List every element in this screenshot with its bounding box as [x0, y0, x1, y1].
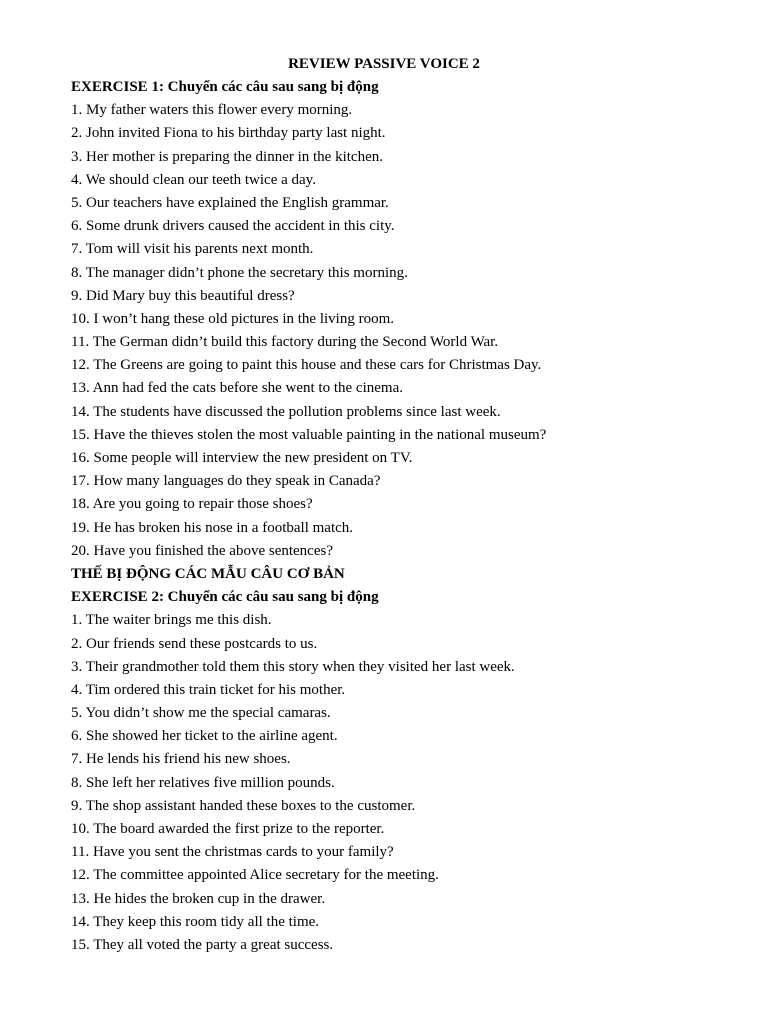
exercise-1-list [71, 99, 711, 563]
exercise-2-item: 15. They all voted the party a great success. [71, 936, 334, 953]
exercise-1-item: 5. Our teachers have explained the English grammar. [71, 194, 389, 211]
exercise-2-item: 2. Our friends send these postcards to us. [71, 635, 318, 652]
exercise-1-item: 8. The manager didn’t phone the secretary this morning. [71, 264, 408, 281]
exercise-1-item: 7. Tom will visit his parents next month. [71, 241, 314, 258]
exercise-1-item: 3. Her mother is preparing the dinner in the kitchen. [71, 148, 383, 165]
exercise-1-item: 4. We should clean our teeth twice a day. [71, 171, 316, 188]
exercise-1-item: 2. John invited Fiona to his birthday party last night. [71, 125, 386, 142]
exercise-1-item: 9. Did Mary buy this beautiful dress? [71, 287, 295, 304]
exercise-1-item: 11. The German didn’t build this factory during the Second World War. [71, 334, 499, 351]
exercise-2-item: 3. Their grandmother told them this story when they visited her last week. [71, 658, 515, 675]
exercise-2-heading: EXERCISE 2: Chuyển các câu sau sang bị động [71, 589, 379, 606]
document-title: REVIEW PASSIVE VOICE 2 [288, 56, 480, 72]
exercise-2-item: 13. He hides the broken cup in the drawer. [71, 890, 326, 907]
exercise-1-item: 16. Some people will interview the new president on TV. [71, 450, 413, 466]
exercise-2-item: 11. Have you sent the christmas cards to your family? [71, 844, 394, 861]
exercise-1-item: 10. I won’t hang these old pictures in the living room. [71, 310, 395, 327]
exercise-1-item: 6. Some drunk drivers caused the accident in this city. [71, 218, 395, 235]
section-heading: THẾ BỊ ĐỘNG CÁC MẪU CÂU CƠ BẢN [71, 565, 345, 582]
exercise-2-list [71, 609, 711, 957]
exercise-2-item: 10. The board awarded the first prize to the reporter. [71, 821, 385, 837]
exercise-1-item: 13. Ann had fed the cats before she went to the cinema. [71, 380, 403, 397]
exercise-2-item: 12. The committee appointed Alice secretary for the meeting. [71, 867, 439, 884]
exercise-2-item: 4. Tim ordered this train ticket for his mother. [71, 681, 346, 698]
exercise-1-item: 15. Have the thieves stolen the most valuable painting in the national museum? [71, 426, 547, 443]
exercise-1-item: 14. The students have discussed the pollution problems since last week. [71, 403, 501, 420]
exercise-2-item: 7. He lends his friend his new shoes. [71, 751, 291, 768]
exercise-2-item: 5. You didn’t show me the special camaras. [71, 705, 331, 722]
exercise-1-item: 12. The Greens are going to paint this house and these cars for Christmas Day. [71, 357, 542, 374]
exercise-1-item: 17. How many languages do they speak in Canada? [71, 473, 381, 490]
exercise-2-item: 9. The shop assistant handed these boxes to the customer. [71, 797, 416, 814]
exercise-2-item: 1. The waiter brings me this dish. [71, 612, 272, 629]
exercise-2-item: 6. She showed her ticket to the airline agent. [71, 728, 338, 745]
exercise-1-item: 1. My father waters this flower every morning. [71, 102, 353, 119]
exercise-1-item: 19. He has broken his nose in a football match. [71, 519, 354, 536]
exercise-2-item: 14. They keep this room tidy all the time. [71, 913, 320, 930]
exercise-1-heading: EXERCISE 1: Chuyển các câu sau sang bị động [71, 79, 379, 95]
exercise-1-item: 18. Are you going to repair those shoes? [71, 496, 313, 513]
exercise-1-item: 20. Have you finished the above sentences? [71, 542, 333, 559]
exercise-2-item: 8. She left her relatives five million pounds. [71, 774, 335, 791]
document-page [71, 53, 711, 957]
